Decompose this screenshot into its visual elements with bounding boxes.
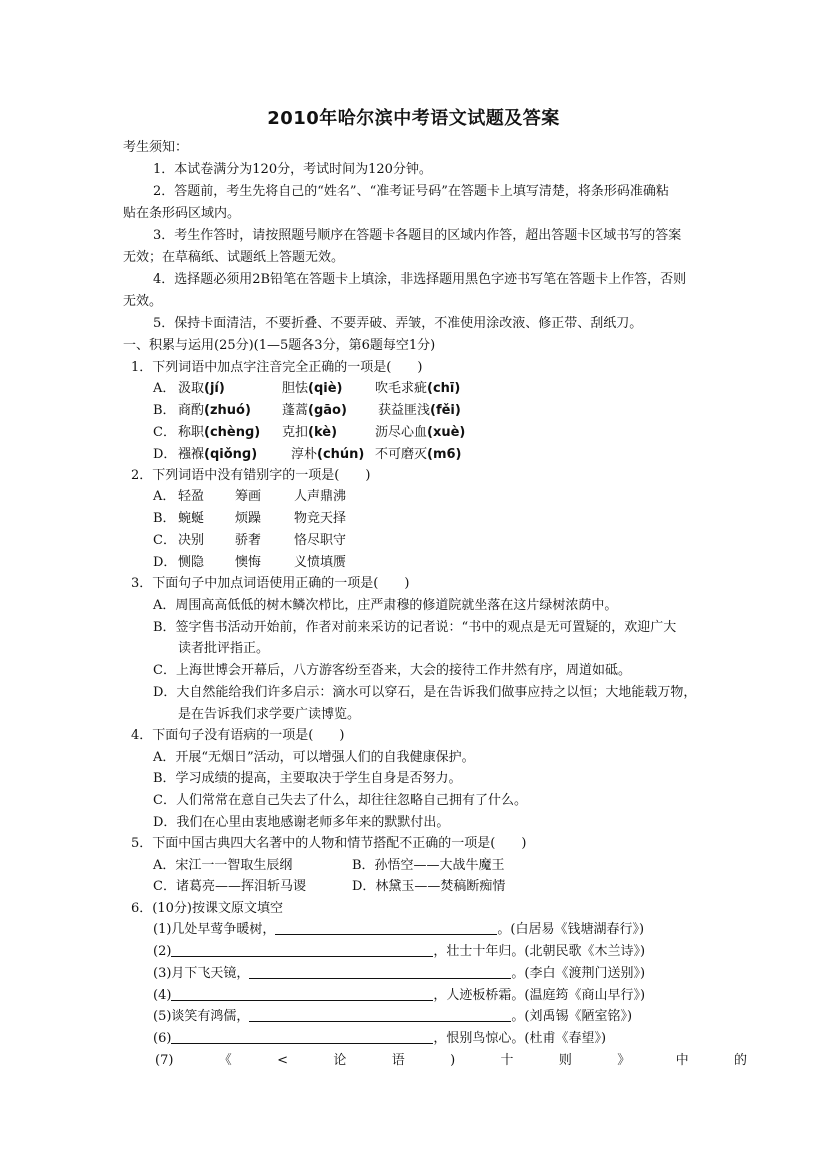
q6-item-7-part: 的 [733,1053,747,1068]
q5-option-c: C．诸葛亮——挥泪斩马谡 [153,879,306,894]
q2-c-2: 骄奢 [235,533,262,548]
q2-a-2: 筹画 [235,489,262,504]
q6-item-7 [155,1051,747,1071]
q5-option-d: D．林黛玉——焚稿断痴情 [352,879,506,894]
q4-option-d: D．我们在心里由衷地感谢老师多年来的默默付出。 [153,815,450,830]
section-heading: 一、积累与运用(25分)(1—5题各3分，第6题每空1分) [123,338,436,353]
fill-blank [171,986,433,1001]
q2-a-1: 轻盈 [178,489,205,504]
q2-option-c-label: C． [153,533,176,548]
fill-blank [171,942,433,957]
q2-b-3: 物竞天择 [294,511,347,526]
q4-option-a: A．开展“无烟日”活动，可以增强人们的自我健康保护。 [153,750,475,765]
q1-stem: 1．下列词语中加点字注音完全正确的一项是( ) [131,360,423,375]
notice-item-3-cont: 无效；在草稿纸、试题纸上答题无效。 [123,250,345,265]
q1-d-3: 不可磨灭(m6) [375,447,462,462]
q1-c-2: 克扣(kè) [282,425,338,440]
q1-a-2: 胆怯(qiè) [282,381,343,396]
notice-item-2: 2．答题前，考生先将自己的“姓名”、“准考证号码”在答题卡上填写清楚，将条形码准确粘 [153,184,669,199]
fill-blank [275,920,497,935]
q6-item-7-part: 论 [333,1053,347,1068]
q6-blank-3: (3)月下飞天镜， 。(李白《渡荆门送别》) [153,966,646,981]
q6-item-7-part: 语 [391,1053,405,1068]
q1-b-1: 商酌(zhuó) [178,403,251,418]
q6-item-7-part: 十 [500,1053,514,1068]
q2-b-2: 烦躁 [235,511,262,526]
q2-c-1: 决别 [178,533,205,548]
q6-stem: 6．(10分)按课文原文填空 [131,901,283,916]
q3-option-d-cont: 是在告诉我们求学要广读博览。 [178,707,361,722]
q1-b-3: 获益匪浅(fěi) [378,403,461,418]
q2-stem: 2．下列词语中没有错别字的一项是( ) [131,468,371,483]
q3-option-c: C．上海世博会开幕后，八方游客纷至沓来，大会的接待工作井然有序，周道如砥。 [153,663,631,678]
q6-item-7-part: 则 [558,1053,572,1068]
q1-c-1: 称职(chènɡ) [178,425,261,440]
q6-blank-2: (2) ，壮士十年归。(北朝民歌《木兰诗》) [153,944,646,959]
q4-option-b: B．学习成绩的提高，主要取决于学生自身是否努力。 [153,771,462,786]
q6-blank-1: (1)几处早莺争暖树， 。(白居易《钱塘湖春行》) [153,922,645,937]
q5-option-a: A．宋江一一智取生辰纲 [153,858,293,873]
q1-option-d-label: D． [153,447,177,462]
q2-d-2: 懊悔 [235,555,262,570]
q1-a-1: 汲取(jí) [178,381,225,396]
q6-item-7-part: ) [450,1053,456,1068]
q6-blank-5: (5)谈笑有鸿儒， 。(刘禹锡《陋室铭》) [153,1009,633,1024]
q3-option-d: D．大自然能给我们许多启示：滴水可以穿石，是在告诉我们做事应持之以恒；大地能载万物， [153,685,697,700]
q6-blank-6: (6) ，恨别鸟惊心。(杜甫《春望》) [153,1031,607,1046]
q2-option-a-label: A． [153,489,176,504]
notice-item-3: 3．考生作答时，请按照题号顺序在答题卡各题目的区域内作答，超出答题卡区域书写的答案 [153,228,682,243]
q1-c-3: 沥尽心血(xuè) [375,425,466,440]
q2-b-1: 蜿蜒 [178,511,205,526]
q1-option-b-label: B． [153,403,176,418]
q1-d-1: 襁褓(qiǒnɡ) [178,447,258,462]
notice-item-1: 1．本试卷满分为120分，考试时间为120分钟。 [153,162,432,177]
q6-item-7-part: < [277,1053,289,1068]
q5-stem: 5．下面中国古典四大名著中的人物和情节搭配不正确的一项是( ) [131,836,527,851]
q3-stem: 3．下面句子中加点词语使用正确的一项是( ) [131,576,410,591]
q3-option-b: B．签字售书活动开始前，作者对前来采访的记者说：“书中的观点是无可置疑的，欢迎广大 [153,620,677,635]
page-title: 2010年哈尔滨中考语文试题及答案 [267,108,560,129]
q6-item-7-part: 《 [218,1053,232,1068]
q2-d-3: 义愤填赝 [294,555,347,570]
q1-option-c-label: C． [153,425,176,440]
q2-option-d-label: D． [153,555,177,570]
q6-item-7-part: 中 [675,1053,689,1068]
q3-option-a: A．周围高高低低的树木鳞次栉比，庄严肃穆的修道院就坐落在这片绿树浓荫中。 [153,598,618,613]
notice-heading: 考生须知： [123,140,189,155]
notice-item-5: 5．保持卡面清洁，不要折叠、不要弄破、弄皱，不准使用涂改液、修正带、刮纸刀。 [153,316,643,331]
q1-d-2: 淳朴(chún) [291,447,365,462]
q6-item-7-part: 》 [617,1053,631,1068]
q2-option-b-label: B． [153,511,176,526]
q2-c-3: 恪尽职守 [294,533,347,548]
notice-item-4-cont: 无效。 [123,294,163,309]
q1-option-a-label: A． [153,381,176,396]
q6-item-7-part: (7) [155,1053,174,1068]
q5-option-b: B．孙悟空——大战牛魔王 [352,858,505,873]
q2-a-3: 人声鼎沸 [294,489,347,504]
q6-blank-4: (4) ，人迹板桥霜。(温庭筠《商山早行》) [153,988,646,1003]
fill-blank [249,964,511,979]
fill-blank [171,1029,433,1044]
q1-a-3: 吹毛求疵(chī) [375,381,461,396]
q2-d-1: 恻隐 [178,555,205,570]
notice-item-2-cont: 贴在条形码区域内。 [123,206,241,221]
notice-item-4: 4．选择题必须用2B铅笔在答题卡上填涂，非选择题用黑色字迹书写笔在答题卡上作答，否则 [153,272,687,287]
q4-option-c: C．人们常常在意自己失去了什么，却往往忽略自己拥有了什么。 [153,793,527,808]
q1-b-2: 蓬蒿(gāo) [282,403,347,418]
q4-stem: 4．下面句子没有语病的一项是( ) [131,728,345,743]
q3-option-b-cont: 读者批评指正。 [178,641,270,656]
fill-blank [249,1007,511,1022]
